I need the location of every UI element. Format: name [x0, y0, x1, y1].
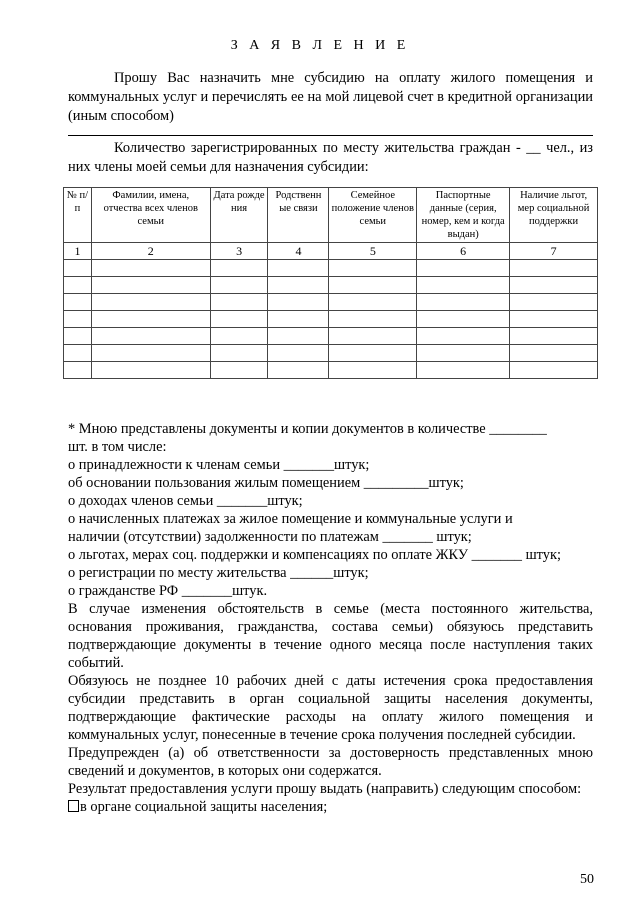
document-title: З А Я В Л Е Н И Е: [230, 38, 410, 53]
column-number: 5: [329, 243, 417, 260]
page-number: 50: [580, 872, 594, 887]
delivery-option-label: в органе социальной защиты населения;: [80, 799, 328, 815]
documents-section: [68, 420, 593, 816]
header-relation: Родственн ые связи: [268, 188, 329, 243]
documents-item: о начисленных платежах за жилое помещение и коммунальные услуги и: [68, 511, 513, 527]
change-of-circumstances-paragraph: В случае изменения обстоятельств в семье (места постоянного жительства, основания проживания, гражданства, состава семьи) обязуюсь представить подтверждающие документы в течение одного месяца после наступления таких событий.: [68, 601, 593, 671]
documents-item: о льготах, мерах соц. поддержки и компенсациях по оплате ЖКУ _______ штук;: [68, 547, 561, 563]
table-row: [64, 260, 598, 277]
documents-item: о принадлежности к членам семьи _______штук;: [68, 457, 370, 473]
column-number: 4: [268, 243, 329, 260]
column-number: 1: [64, 243, 92, 260]
documents-item: наличии (отсутствии) задолженности по платежам _______ штук;: [68, 529, 472, 545]
table-row: [64, 362, 598, 379]
header-names: Фамилии, имена, отчества всех членов семьи: [91, 188, 210, 243]
delivery-option[interactable]: [68, 798, 593, 816]
table-row: [64, 277, 598, 294]
header-marital-status: Семейное положение членов семьи: [329, 188, 417, 243]
header-number: № п/п: [64, 188, 92, 243]
fill-line: [68, 135, 593, 136]
header-birth-date: Дата рожде ния: [210, 188, 268, 243]
checkbox-icon[interactable]: [68, 800, 79, 812]
column-number: 3: [210, 243, 268, 260]
documents-item: о регистрации по месту жительства ______штук;: [68, 565, 369, 581]
documents-item: о гражданстве РФ _______штук.: [68, 583, 268, 599]
table-row: [64, 328, 598, 345]
family-members-table: [63, 187, 598, 379]
column-number: 7: [510, 243, 598, 260]
header-benefits: Наличие льгот, мер социальной поддержки: [510, 188, 598, 243]
request-paragraph: Прошу Вас назначить мне субсидию на оплату жилого помещения и коммунальных услуг и перечислять ее на мой лицевой счет в кредитной организации (иным способом): [68, 70, 593, 124]
documents-intro: * Мною представлены документы и копии документов в количестве ________: [68, 421, 547, 437]
documents-item: о доходах членов семьи _______штук;: [68, 493, 303, 509]
column-number: 2: [91, 243, 210, 260]
header-passport: Паспортные данные (серия, номер, кем и когда выдан): [417, 188, 510, 243]
delivery-method-paragraph: Результат предоставления услуги прошу выдать (направить) следующим способом:: [68, 781, 582, 797]
responsibility-paragraph: Предупрежден (а) об ответственности за достоверность представленных мною сведений и документов, в которых они содержатся.: [68, 745, 593, 779]
documents-intro-continued: шт. в том числе:: [68, 439, 167, 455]
documents-item: об основании пользования жилым помещением _________штук;: [68, 475, 464, 491]
registered-paragraph: Количество зарегистрированных по месту жительства граждан - __ чел., из них члены моей семьи для назначения субсидии:: [68, 140, 593, 175]
expense-confirmation-paragraph: Обязуюсь не позднее 10 рабочих дней с даты истечения срока предоставления субсидии представить в орган социальной защиты населения документы, подтверждающие фактические расходы на оплату жилого помещения и коммунальных услуг, понесенные в течение срока получения последней субсидии.: [68, 673, 593, 743]
table-row: [64, 294, 598, 311]
table-row: [64, 311, 598, 328]
column-number: 6: [417, 243, 510, 260]
table-row: [64, 345, 598, 362]
